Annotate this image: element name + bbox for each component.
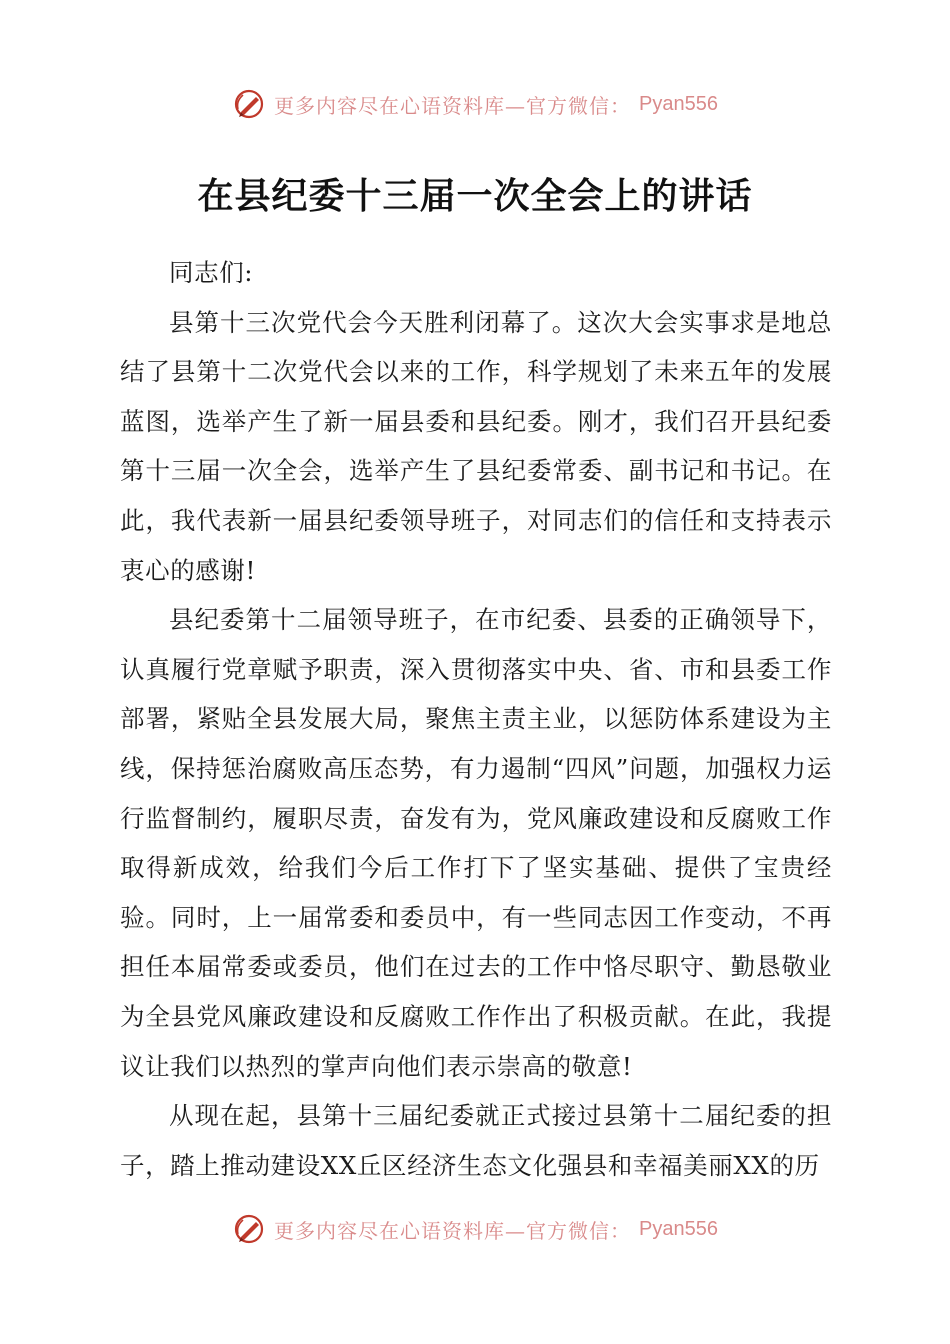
watermark-text: 更多内容尽在心语资料库—官方微信：	[274, 1218, 632, 1243]
watermark-text: 更多内容尽在心语资料库—官方微信：	[274, 93, 632, 118]
watermark-wechat-id: Pyan556	[639, 1217, 718, 1240]
paragraph-2: 县纪委第十二届领导班子，在市纪委、县委的正确领导下，认真履行党章赋予职责，深入贯彻落实中央、省、市和县委工作部署，紧贴全县发展大局，聚焦主责主业，以惩防体系建设为主线，保持惩治腐败高压态势，有力遏制“四风”问题，加强权力运行监督制约，履职尽责，奋发有为，党风廉政建设和反腐败工作取得新成效，给我们今后工作打下了坚实基础、提供了宝贵经验。同时，上一届常委和委员中，有一些同志因工作变动，不再担任本届常委或委员，他们在过去的工作中恪尽职守、勤恳敬业为全县党风廉政建设和反腐败工作作出了积极贡献。在此，我提议让我们以热烈的掌声向他们表示崇高的敬意!	[120, 605, 832, 1081]
salutation: 同志们:	[169, 258, 254, 287]
paragraph-1: 县第十三次党代会今天胜利闭幕了。这次大会实事求是地总结了县第十二次党代会以来的工作，科学规划了未来五年的发展蓝图，选举产生了新一届县委和县纪委。刚才，我们召开县纪委第十三届一次全会，选举产生了县纪委常委、副书记和书记。在此，我代表新一届县纪委领导班子，对同志们的信任和支持表示衷心的感谢!	[120, 307, 832, 585]
watermark-banner-bottom	[0, 1209, 950, 1249]
pen-logo-icon	[232, 87, 266, 121]
watermark-wechat-id: Pyan556	[639, 92, 718, 115]
watermark-banner-top	[0, 84, 950, 124]
document-body	[120, 248, 832, 1190]
paragraph-3: 从现在起，县第十三届纪委就正式接过县第十二届纪委的担子，踏上推动建设XX丘区经济生态文化强县和幸福美丽XX的历	[120, 1101, 832, 1180]
document-title: 在县纪委十三届一次全会上的讲话	[197, 175, 753, 217]
pen-logo-icon	[232, 1212, 266, 1246]
